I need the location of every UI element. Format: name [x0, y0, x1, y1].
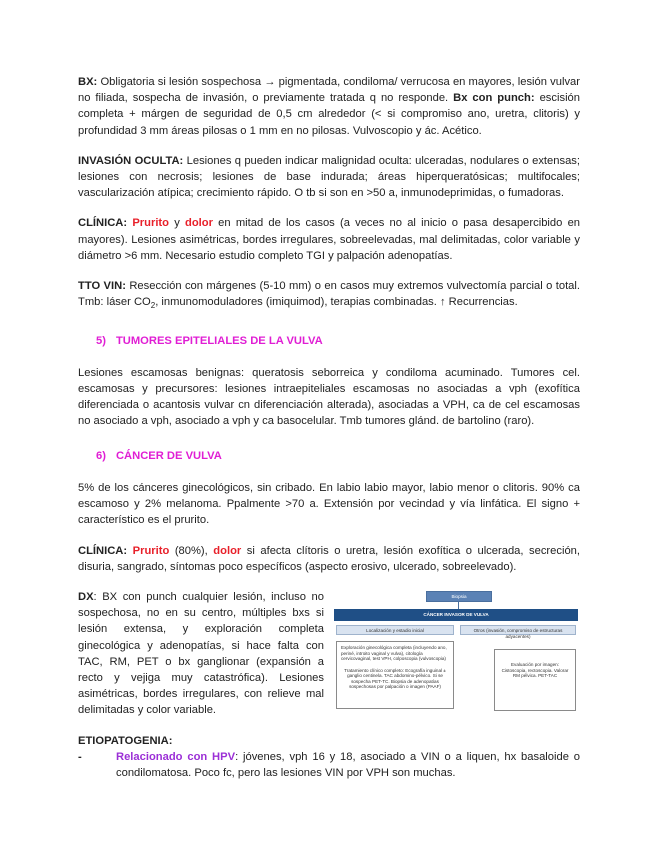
diagnosis-flowchart	[334, 591, 578, 713]
clinica-label: CLÍNICA:	[78, 217, 133, 230]
tto-label: TTO VIN:	[78, 280, 126, 293]
flowchart-connector	[458, 602, 459, 609]
dolor-highlight: dolor	[185, 217, 213, 230]
tto-paragraph	[78, 278, 580, 315]
cancer-paragraph: 5% de los cánceres ginecológicos, sin cribado. En labio labio mayor, labio menor o clitoris. 90% ca escamoso y 2% melanoma. Ppalmente >70 a. Extensión por vecindad y vía linfática. El signo + característico es el prurito.	[78, 481, 580, 527]
heading-number: 5)	[96, 334, 106, 347]
dolor-highlight: dolor	[213, 544, 242, 557]
dx-label: DX	[78, 590, 94, 603]
clinica-vin-paragraph	[78, 215, 580, 264]
lesiones-paragraph: Lesiones escamosas benignas: queratosis seborreica y condiloma acuminado. Tumores cel. escamosas y precursores: lesiones intraepiteliales escamosas no asociadas a vph (exofítica diferenciada o acantosis vulvar cn diferenciación alterada), asociadas a VPH, ca de cel escamosas no asociado a vph, asociado a vph y ca basocelular. Tmb tumores glánd. de bartolino (raro).	[78, 366, 580, 428]
clinica-cancer-paragraph	[78, 543, 580, 575]
flowchart-top-box: Biopsia	[426, 591, 492, 602]
bx-punch-text: escisión completa + márgen de seguridad de 0,5 cm alrededor (< si compromiso ano, uretra, clitoris) y profundidad 3 mm áreas pilosas o 1 mm en no pilosas. Vulvoscopio y ác. Acético.	[78, 92, 580, 137]
clinica-label: CLÍNICA:	[78, 544, 133, 557]
bx-punch-label: Bx con punch:	[453, 92, 535, 105]
tto-text-end: , inmunomoduladores (imiquimod), terapias combinadas. ↑ Recurrencias.	[155, 296, 518, 309]
flowchart-banner: CÁNCER INVASOR DE VULVA	[334, 609, 578, 621]
tto-text: Resección con márgenes (5-10 mm) o en casos muy extremos vulvectomía parcial o total. Tmb: láser CO	[78, 280, 581, 309]
heading-title: CÁNCER DE VULVA	[115, 449, 222, 462]
prurito-highlight: Prurito	[132, 217, 169, 230]
etiopatogenia-item-text	[116, 749, 580, 781]
dx-row	[78, 589, 580, 719]
document-page	[78, 74, 580, 781]
heading-number: 6)	[96, 449, 106, 462]
clinica-text-end: si afecta clítoris o uretra, lesión exofítica o ulcerada, secreción, disuria, sangrado, síntomas poco específicos (aspecto erosivo, ulcerado, sobreelevado).	[78, 544, 581, 573]
list-bullet: -	[78, 750, 82, 763]
heading-title: TUMORES EPITELIALES DE LA VULVA	[115, 334, 323, 347]
section-heading-5	[96, 333, 580, 349]
bx-paragraph	[78, 74, 580, 139]
invasion-paragraph	[78, 153, 580, 202]
dx-text: : BX con punch cualquier lesión, incluso no sospechosa, no en su centro, múltiples bxs si lesión extensa, y exploración completa ginecológica y adenopatías, si hace falta con TAC, RM, PET o bx ganglionar (expansión a recto y vejiga muy catastrófica). Lesiones asimétricas, bordes irregulares, con relieve mal delimitadas y color variable.	[78, 590, 324, 717]
clinica-text: en mitad de los casos (a veces no al inicio o pasa desapercibido en mayores). Lesiones asimétricas, bordes irregulares, sobreelevadas, mal delimitadas, color variable y diámetro >6 mm. Necesario estudio completo TGI y palpación adenopatías.	[78, 217, 581, 262]
bx-label: BX:	[78, 76, 98, 88]
flowchart-right-box: Evaluación por imagen: Cistoscopia, rectoscopia. Valorar RM pélvica. PET-TAC	[494, 649, 576, 711]
bx-text: Obligatoria si lesión sospechosa → pigmentada, condiloma/ verrucosa en mayores, lesión vulvar no filiada, sospecha de invasión, o previamente tratada q no responde.	[78, 76, 580, 105]
etiopatogenia-item	[78, 749, 580, 781]
flowchart-right-head: Otros (invasión, compromiso de estructuras adyacentes)	[460, 625, 576, 635]
hpv-highlight: Relacionado con HPV	[116, 750, 236, 763]
hpv-text: : jóvenes, vph 16 y 18, asociado a VIN o a liquen, hx basaloide o condilomatosa. Poco fc, pero las lesiones VIN por VPH son muchas.	[116, 750, 580, 779]
clinica-connector: y	[168, 217, 185, 230]
invasion-text: Lesiones q pueden indicar malignidad oculta: ulceradas, nodulares o extensas; lesiones con necrosis; lesiones de base indurada; áreas hiperqueratósicas; multifocales; vascularización atípica; crecimiento rápido. O tb si son en >50 a, inmunodeprimidas, o fumadoras.	[78, 154, 581, 200]
clinica-text: (80%),	[169, 544, 214, 557]
etiopatogenia-label: ETIOPATOGENIA:	[78, 734, 173, 747]
flowchart-left-text2: Tratamiento clínico completo: Ecografía inguinal ± ganglio centinela. TAC abdomino-pélvico. Si se sospecha PET-TC. Biopsia de adenopatías sospechosas por palpación o imagen (PAAF)	[344, 667, 446, 690]
co2-subscript: 2	[150, 301, 156, 311]
invasion-label: INVASIÓN OCULTA:	[78, 154, 184, 167]
flowchart-left-text1: Exploración ginecológica completa (incluyendo ano, periné, introito vaginal y vulva), citología cervicovaginal, test VPH, colposcopia (vulvoscopia)	[341, 644, 447, 662]
dx-paragraph	[78, 589, 324, 719]
flowchart-left-head: Localización y estadio inicial	[336, 625, 454, 635]
flowchart-left-box	[336, 641, 454, 709]
section-heading-6	[96, 448, 580, 464]
prurito-highlight: Prurito	[132, 544, 170, 557]
etiopatogenia-section	[78, 733, 580, 782]
